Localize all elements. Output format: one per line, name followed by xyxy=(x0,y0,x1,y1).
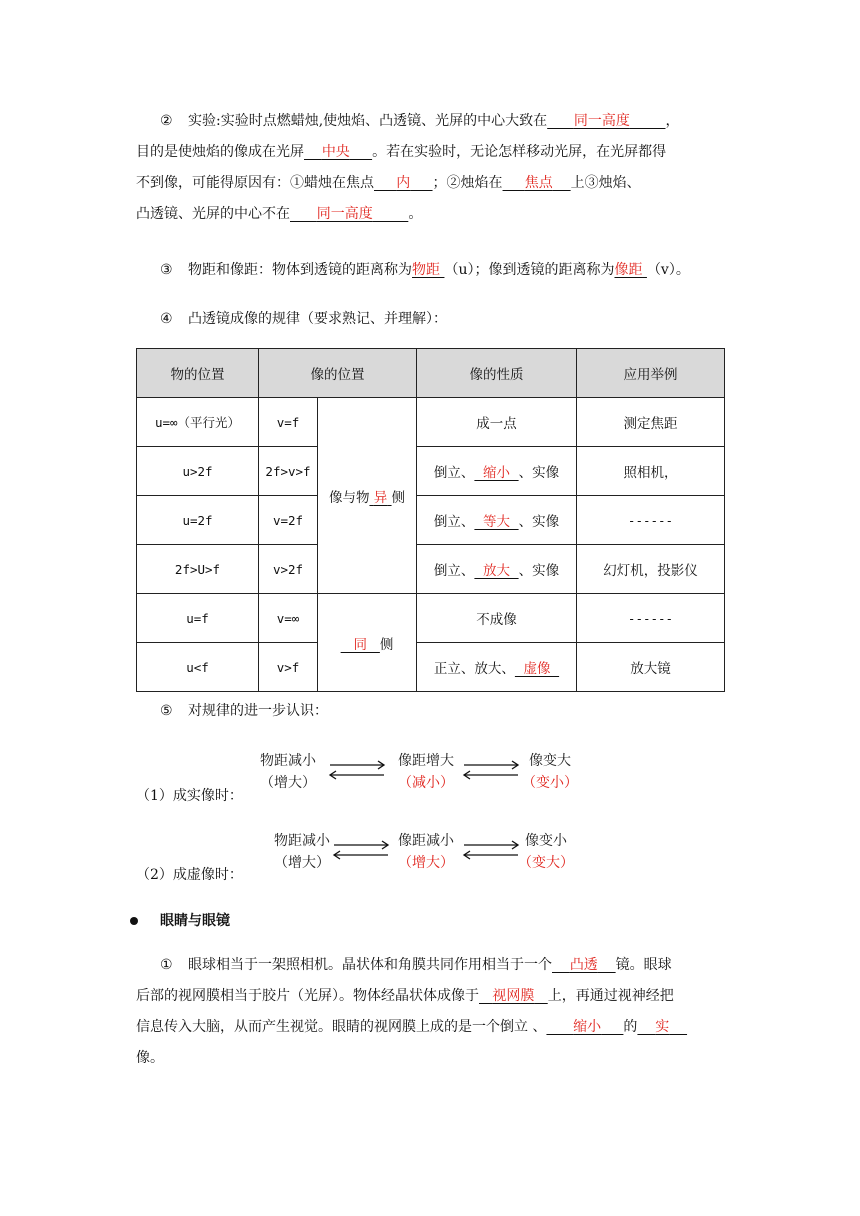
answer-blank: 中央 xyxy=(321,144,350,160)
flow-node: 像变大 （变小） xyxy=(522,753,578,791)
answer-blank: 异 xyxy=(373,489,388,506)
answer-blank: 物距 xyxy=(412,262,440,278)
table-row: u=2f v=2f 倒立、 等大 、实像 ------ xyxy=(137,496,725,545)
imaging-law-table xyxy=(136,348,725,692)
table-row: u>2f 2f>v>f 倒立、 缩小 、实像 照相机， xyxy=(137,447,725,496)
paragraph-experiment: ② 实验:实验时点燃蜡烛,使烛焰、凸透镜、光屏的中心大致在 同一高度 ， 目的是使烛焰的像成在光屏 中央 。若在实验时，无论怎样移动光屏，在光屏都得 不到像，可能得原因有：①蜡烛在焦点 内 ；②烛焰在 焦点 上③烛焰、 凸透镜、光屏的中心不在 同一高度 。 xyxy=(136,106,746,230)
answer-blank: 凸透 xyxy=(569,957,598,973)
answer-blank: 等大 xyxy=(483,514,510,530)
table-row: u=f v=∞ 同 侧 不成像 ------ xyxy=(137,594,725,643)
section-title: 眼睛与眼镜 xyxy=(160,913,230,929)
answer-blank: 内 xyxy=(396,175,411,191)
flow-node: 物距减小 （增大） xyxy=(260,753,316,791)
table-header-row xyxy=(137,349,725,398)
answer-blank: 缩小 xyxy=(483,465,510,481)
paragraph-further: ⑤ 对规律的进一步认识： xyxy=(136,696,746,727)
item-number: ⑤ xyxy=(160,703,173,719)
side-cell-opposite: 像与物 异 侧 xyxy=(318,398,417,594)
answer-blank: 同 xyxy=(353,636,367,653)
flow-node: 像变小 （变大） xyxy=(518,833,574,871)
answer-blank: 视网膜 xyxy=(492,988,535,1004)
answer-blank: 缩小 xyxy=(573,1019,602,1035)
flow-node: 物距减小 （增大） xyxy=(274,833,330,871)
table-row: u<f v>f 正立、放大、 虚像 放大镜 xyxy=(137,643,725,692)
item-number: ③ xyxy=(160,262,173,278)
answer-blank: 焦点 xyxy=(524,175,553,191)
header-application: 应用举例 xyxy=(577,349,725,398)
header-object-position: 物的位置 xyxy=(137,349,259,398)
double-arrow-icon xyxy=(326,758,388,782)
header-image-nature: 像的性质 xyxy=(417,349,577,398)
table-row: 2f>U>f v>2f 倒立、 放大 、实像 幻灯机，投影仪 xyxy=(137,545,725,594)
flow-node: 像距减小 （增大） xyxy=(398,833,454,871)
bullet-icon xyxy=(130,917,138,925)
virtual-image-label: （2）成虚像时： xyxy=(136,867,243,883)
answer-blank: 像距 xyxy=(614,262,643,278)
answer-blank: 同一高度 xyxy=(316,206,373,222)
answer-blank: 实 xyxy=(655,1019,670,1035)
answer-blank: 同一高度 xyxy=(573,113,630,129)
item-number: ② xyxy=(160,113,173,129)
table-row: u=∞（平行光） v=f 像与物 异 侧 成一点 测定焦距 xyxy=(137,398,725,447)
paragraph-eye: ① 眼球相当于一架照相机。晶状体和角膜共同作用相当于一个 凸透 镜。眼球 后部的视网膜相当于胶片（光屏）。物体经晶状体成像于 视网膜 上，再通过视神经把 信息传入大脑，从而产生视觉。眼睛的视网膜上成的是一个倒立 、 缩小 的 实 像。 xyxy=(136,950,746,1074)
paragraph-distances: ③ 物距和像距：物体到透镜的距离称为物距 （u）；像到透镜的距离称为像距 （v）。 xyxy=(136,255,756,286)
flow-node: 像距增大 （减小） xyxy=(398,753,454,791)
side-cell-same: 同 侧 xyxy=(318,594,417,692)
answer-blank: 放大 xyxy=(483,563,510,579)
item-number: ① xyxy=(160,957,173,973)
item-number: ④ xyxy=(160,311,173,327)
header-image-position: 像的位置 xyxy=(259,349,417,398)
real-image-label: （1）成实像时： xyxy=(136,788,243,804)
answer-blank: 虚像 xyxy=(523,661,551,677)
double-arrow-icon xyxy=(330,838,392,862)
paragraph-law-intro: ④ 凸透镜成像的规律（要求熟记、并理解）： xyxy=(136,304,746,335)
